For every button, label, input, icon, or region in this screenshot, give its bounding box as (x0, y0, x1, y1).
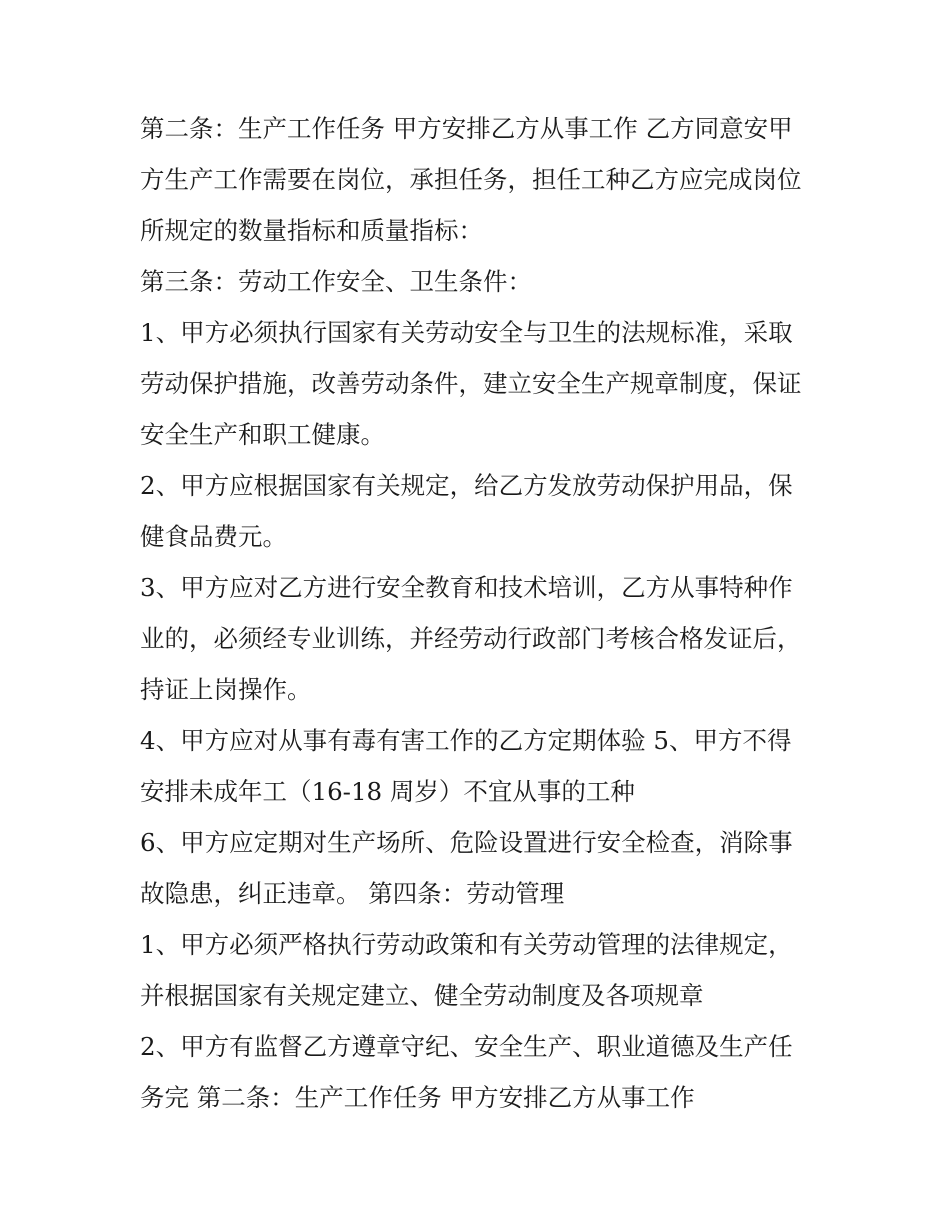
text-line: 健食品费元。 (140, 522, 287, 551)
text-line: 安全生产和职工健康。 (140, 420, 385, 449)
text-line: 故隐患，纠正违章。 第四条：劳动管理 (140, 879, 565, 908)
text-line: 1、甲方必须执行国家有关劳动安全与卫生的法规标准，采取 (140, 318, 793, 347)
text-line: 并根据国家有关规定建立、健全劳动制度及各项规章 (140, 981, 704, 1010)
text-line: 持证上岗操作。 (140, 675, 312, 704)
text-line: 安排未成年工（16-18 周岁）不宜从事的工种 (140, 777, 635, 806)
text-line: 2、甲方有监督乙方遵章守纪、安全生产、职业道德及生产任 (140, 1032, 793, 1061)
text-line: 第三条：劳动工作安全、卫生条件： (140, 267, 532, 296)
document-body (140, 103, 820, 1123)
text-line: 所规定的数量指标和质量指标： (140, 216, 483, 245)
text-line: 务完 第二条：生产工作任务 甲方安排乙方从事工作 (140, 1083, 695, 1112)
text-line: 3、甲方应对乙方进行安全教育和技术培训，乙方从事特种作 (140, 573, 793, 602)
text-line: 1、甲方必须严格执行劳动政策和有关劳动管理的法律规定， (140, 930, 793, 959)
text-line: 2、甲方应根据国家有关规定，给乙方发放劳动保护用品，保 (140, 471, 793, 500)
text-line: 业的，必须经专业训练，并经劳动行政部门考核合格发证后， (140, 624, 802, 653)
text-line: 4、甲方应对从事有毒有害工作的乙方定期体验 5、甲方不得 (140, 726, 792, 755)
text-line: 6、甲方应定期对生产场所、危险设置进行安全检查，消除事 (140, 828, 793, 857)
text-line: 第二条：生产工作任务 甲方安排乙方从事工作 乙方同意安甲 (140, 114, 793, 143)
text-line: 方生产工作需要在岗位，承担任务，担任工种乙方应完成岗位 (140, 165, 802, 194)
text-line: 劳动保护措施，改善劳动条件，建立安全生产规章制度，保证 (140, 369, 802, 398)
